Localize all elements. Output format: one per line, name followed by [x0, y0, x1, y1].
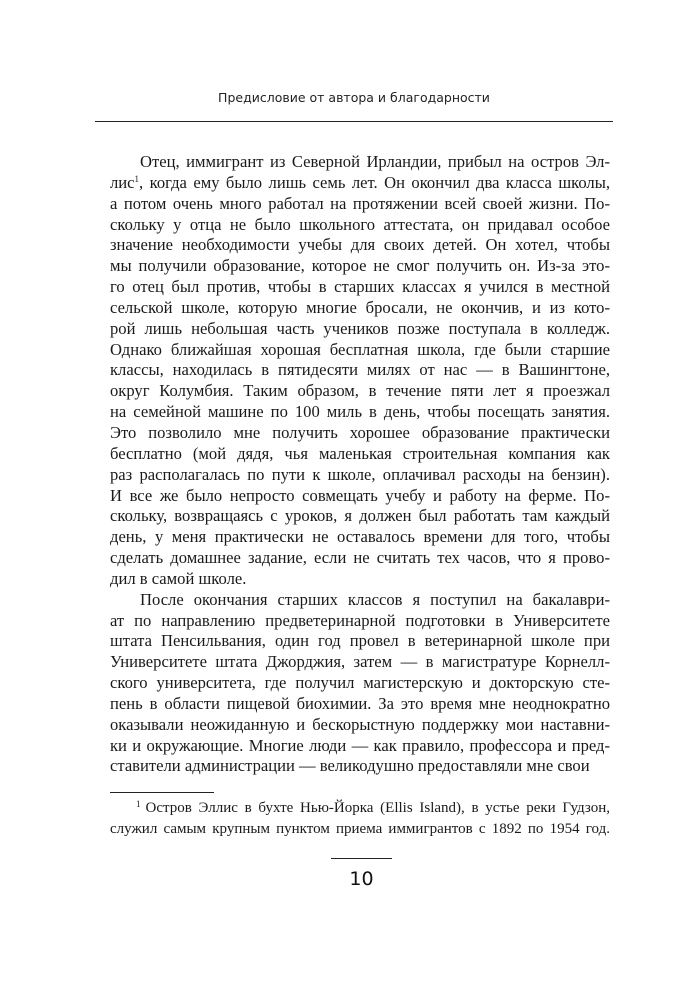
text-line: дил в самой школе. — [110, 568, 247, 588]
text-line: раз располагалась по пути к школе, оплачивал расходы на бензин). — [110, 464, 610, 484]
text-line: значение необходимости учебы для своих детей. Он хотел, чтобы — [110, 235, 610, 255]
text-line: Однако ближайшая хорошая бесплатная школа, где были старшие — [110, 339, 610, 359]
text-line: Университете штата Джорджия, затем — в магистратуре Корнелл- — [110, 652, 610, 672]
text-line: Отец, иммигрант из Северной Ирландии, прибыл на остров Эл- — [140, 152, 610, 171]
page-number-divider — [331, 858, 392, 859]
paragraph-1 — [110, 152, 610, 590]
footnote-text: Остров Эллис в бухте Нью-Йорка (Ellis Island), в устье реки Гудзон, — [145, 800, 610, 816]
running-header: Предисловие от автора и благодарности — [218, 90, 490, 105]
text-line: классы, находилась в пятидесяти милях от нас — в Вашингтоне, — [110, 360, 610, 380]
text-line: день, у меня практически не оставалось времени для того, чтобы — [110, 527, 610, 547]
text-line: бесплатно (мой дядя, чья маленькая строительная компания как — [110, 443, 610, 463]
text-line: рой лишь небольшая часть учеников позже поступала в колледж. — [110, 318, 610, 338]
text-line: Это позволило мне получить хорошее образование практически — [110, 422, 610, 442]
text-line: пень в области пищевой биохимии. За это время мне неоднократно — [110, 693, 610, 713]
footnote-line: служил самым крупным пунктом приема иммигрантов с 1892 по 1954 год. — [110, 821, 610, 837]
text-line: штата Пенсильвания, один год провел в ветеринарной школе при — [110, 631, 610, 651]
text-line: ат по направлению предветеринарной подготовки в Университете — [110, 610, 610, 630]
text-line: ского университета, где получил магистерскую и докторскую сте- — [110, 673, 610, 693]
text-line: сделать домашнее задание, если не считать тех часов, что я прово- — [110, 548, 610, 568]
header-divider — [95, 121, 613, 122]
text-line: сельской школе, которую многие бросали, не окончив, и из кото- — [110, 297, 610, 317]
footnote-line — [110, 798, 610, 819]
paragraph-2 — [110, 590, 610, 778]
text-line: После окончания старших классов я поступил на бакалаври- — [140, 589, 610, 609]
text-line: ставители администрации — великодушно предоставляли мне свои — [110, 756, 590, 776]
text-fragment: лис — [110, 172, 135, 192]
text-line: оказывали неожиданную и бескорыстную поддержку мои наставни- — [110, 714, 610, 734]
footnote-mark: 1 — [136, 799, 141, 809]
text-line: скольку, возвращаясь с уроков, я должен был работать там каждый — [110, 506, 610, 526]
text-line — [110, 173, 610, 194]
page-number: 10 — [349, 868, 374, 890]
text-line: на семейной машине по 100 миль в день, чтобы посещать занятия. — [110, 402, 610, 422]
text-line: ки и окружающие. Многие люди — как правило, профессора и пред- — [110, 735, 610, 755]
text-line: го отец был против, чтобы в старших классах я учился в местной — [110, 277, 610, 297]
text-line: а потом очень много работал на протяжении всей своей жизни. По- — [110, 193, 610, 213]
body-text — [110, 152, 610, 777]
text-line: округ Колумбия. Таким образом, в течение пяти лет я проезжал — [110, 381, 610, 401]
footnote-divider — [110, 792, 214, 793]
footnote — [110, 798, 610, 840]
text-line: скольку у отца не было школьного аттестата, он придавал особое — [110, 214, 610, 234]
text-line: И все же было непросто совмещать учебу и работу на ферме. По- — [110, 485, 610, 505]
text-line: мы получили образование, которое не смог получить он. Из-за это- — [110, 256, 610, 276]
footnote-reference[interactable]: 1 — [134, 173, 140, 184]
text-fragment: , когда ему было лишь семь лет. Он окончил два класса школы, — [139, 172, 610, 192]
